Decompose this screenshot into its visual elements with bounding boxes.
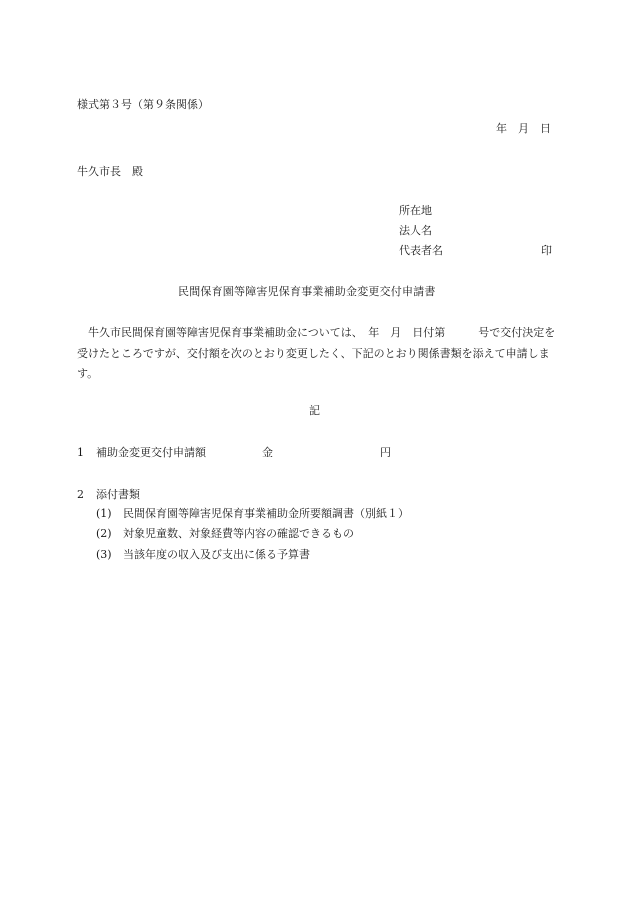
item-1-label: 補助金変更交付申請額	[96, 446, 206, 459]
attachment-marker: (2)	[96, 527, 112, 540]
corporation-label: 法人名	[399, 224, 432, 237]
item-1-amount-prefix: 金	[262, 446, 273, 459]
date-line: 年 月 日	[496, 122, 551, 135]
item-1	[77, 446, 206, 460]
item-1-currency: 円	[380, 446, 391, 459]
attachment-item	[96, 548, 310, 562]
item-2-label: 添付書類	[96, 488, 140, 501]
attachment-item	[96, 527, 354, 541]
attachment-text: 当該年度の収入及び支出に係る予算書	[123, 548, 310, 561]
item-2-number: 2	[77, 488, 84, 501]
item-2	[77, 488, 140, 502]
item-1-number: 1	[77, 446, 84, 459]
form-number: 様式第３号（第９条関係）	[77, 98, 209, 111]
representative-label: 代表者名	[399, 244, 443, 257]
attachment-item	[96, 507, 409, 521]
attachment-marker: (1)	[96, 507, 112, 520]
attachment-marker: (3)	[96, 548, 112, 561]
addressee: 牛久市長 殿	[77, 165, 143, 178]
ki-heading: 記	[309, 404, 320, 417]
location-label: 所在地	[399, 204, 432, 217]
attachment-text: 対象児童数、対象経費等内容の確認できるもの	[123, 527, 354, 540]
document-title: 民間保育園等障害児保育事業補助金変更交付申請書	[178, 285, 436, 298]
seal-mark: 印	[541, 244, 552, 257]
attachment-text: 民間保育園等障害児保育事業補助金所要額調書（別紙１）	[123, 507, 409, 520]
body-paragraph: 牛久市民間保育園等障害児保育事業補助金については、 年 月 日付第 号で交付決定を受けたところですが、交付額を次のとおり変更したく、下記のとおり関係書類を添えて申請します。	[77, 326, 556, 380]
